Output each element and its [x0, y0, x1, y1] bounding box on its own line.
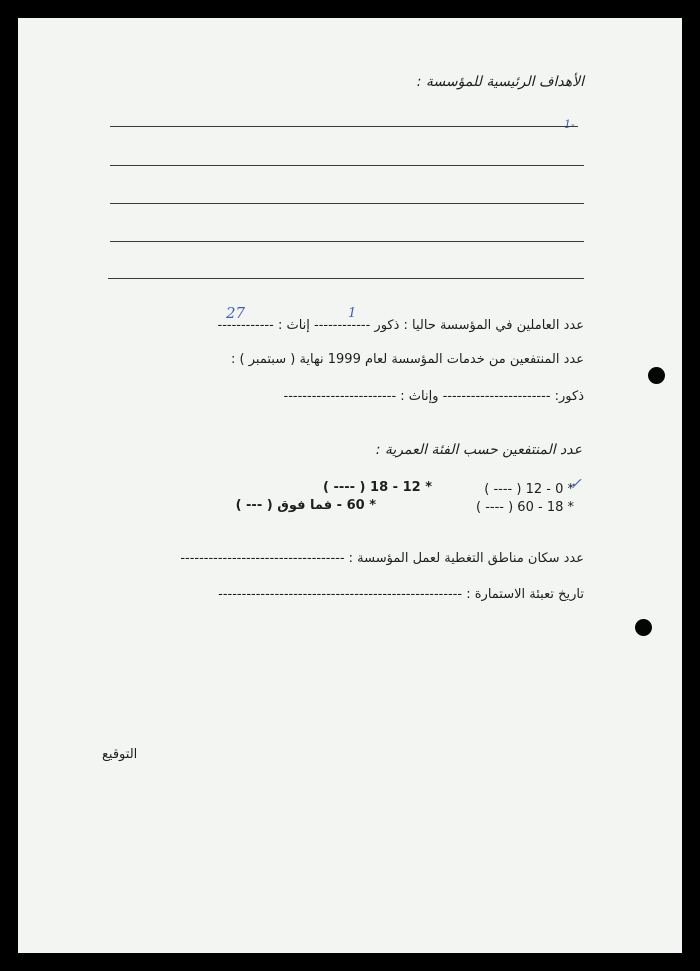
form-page — [18, 18, 682, 953]
goal-line-marker: 1- — [564, 118, 575, 131]
goal-line-4 — [110, 241, 584, 242]
staff-female-handwritten: 27 — [226, 304, 246, 322]
goal-line-2 — [110, 165, 584, 166]
coverage-population-line: عدد سكان مناطق التغطية لعمل المؤسسة : ----------------------------------- — [180, 551, 584, 566]
goal-line-5 — [108, 278, 584, 279]
age-group-60-plus: * 60 - فما فوق ( --- ) — [235, 498, 376, 513]
punch-hole-bottom — [635, 619, 652, 636]
beneficiaries-1999-line: عدد المنتفعين من خدمات المؤسسة لعام 1999 نهاية ( سبتمبر ) : — [231, 352, 584, 367]
goal-line-3 — [110, 203, 584, 204]
checkmark-icon: ✓ — [570, 476, 582, 492]
age-heading: عدد المنتفعين حسب الفئة العمرية : — [375, 442, 582, 458]
staff-male-handwritten: 1 — [348, 306, 357, 321]
age-group-12-18: * 12 - 18 ( ---- ) — [322, 480, 432, 495]
form-date-line: تاريخ تعبئة الاستمارة : ---------------------------------------------------- — [218, 587, 584, 602]
beneficiaries-gender-line: ذكور: ----------------------- وإناث : ------------------------ — [283, 389, 584, 404]
age-group-18-60: * 18 - 60 ( ---- ) — [475, 500, 574, 515]
goals-heading: الأهداف الرئيسية للمؤسسة : — [416, 74, 584, 90]
staff-count-line: عدد العاملين في المؤسسة حاليا : ذكور ------------ إناث : ------------ — [217, 318, 584, 333]
punch-hole-top — [648, 367, 665, 384]
goal-line-1 — [110, 126, 578, 127]
signature-label: التوقيع — [102, 747, 138, 762]
age-group-0-12: * 0 - 12 ( ---- ) — [484, 482, 574, 497]
